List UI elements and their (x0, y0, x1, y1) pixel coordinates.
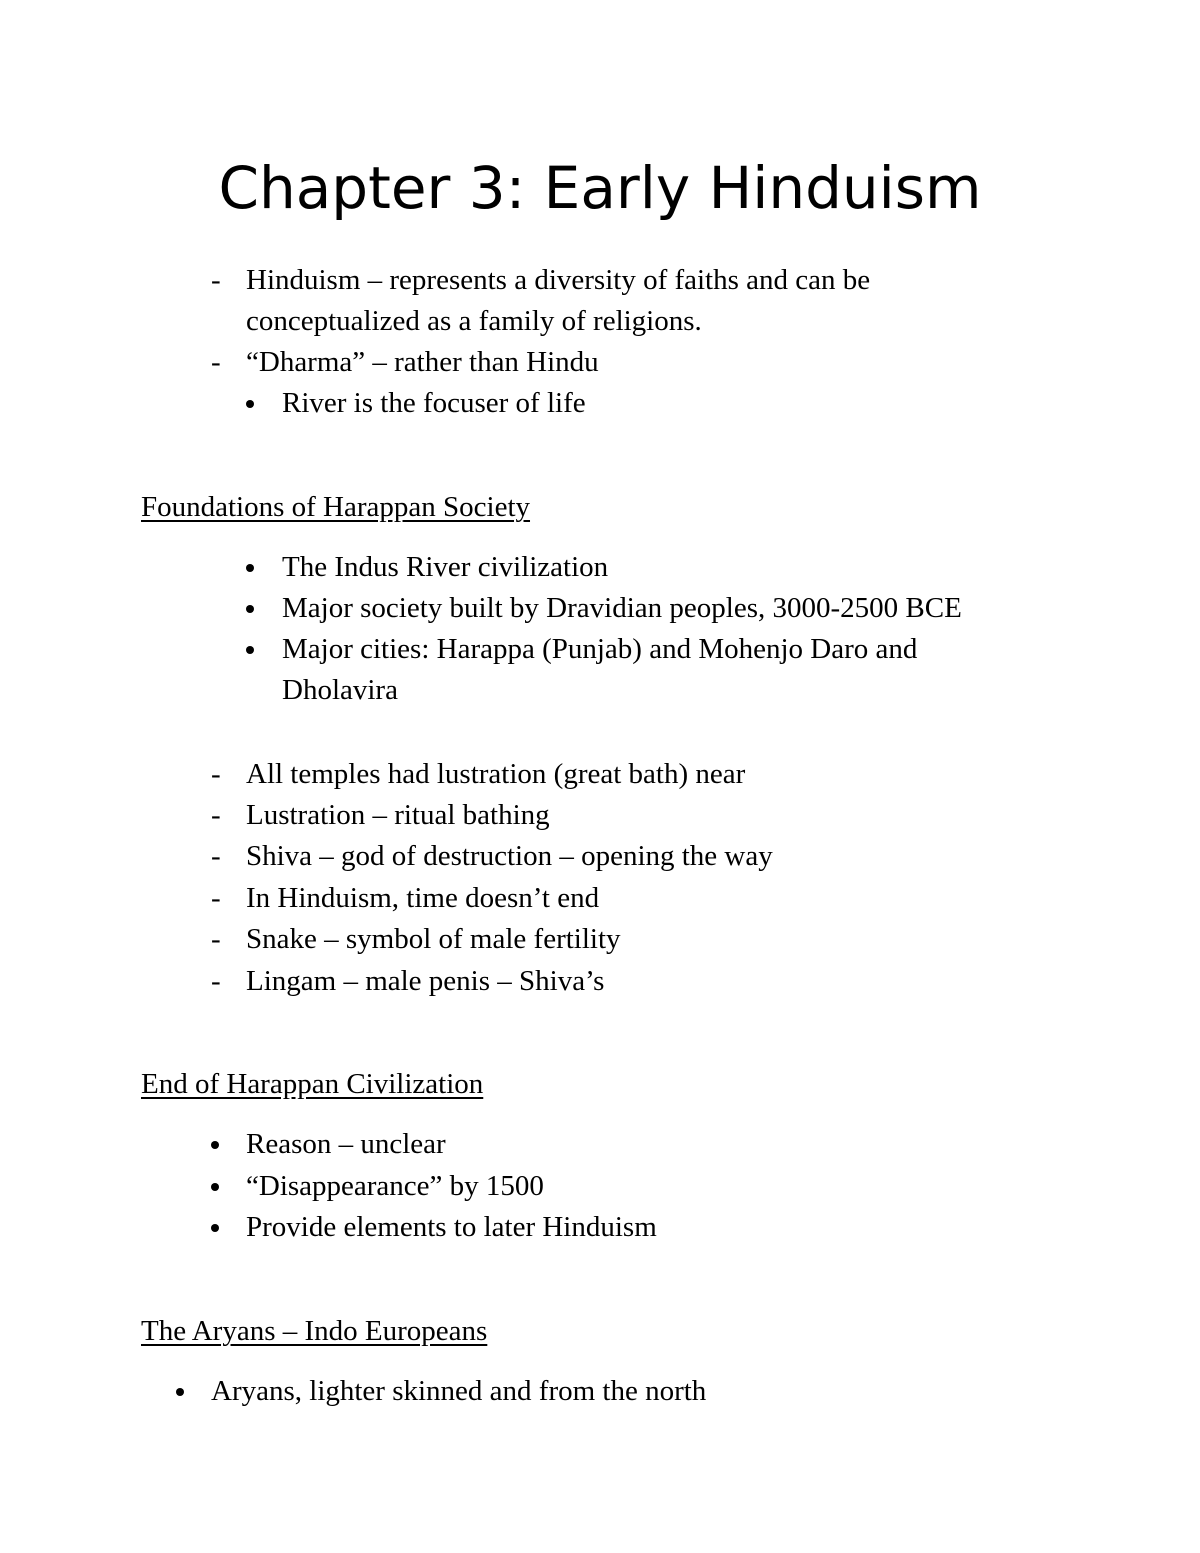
dash-marker: - (211, 965, 221, 997)
harappan-bullet-1: The Indus River civilization (282, 551, 609, 583)
dash-marker: - (211, 882, 221, 914)
end-bullet-2: “Disappearance” by 1500 (246, 1170, 544, 1202)
harappan-dash-item-4: In Hinduism, time doesn’t end (246, 882, 600, 914)
bullet-icon (211, 1183, 219, 1191)
intro-dash-item-2: “Dharma” – rather than Hindu (246, 346, 599, 378)
harappan-bullet-3-line-2: Dholavira (282, 674, 398, 706)
harappan-dash-item-1: All temples had lustration (great bath) near (246, 758, 746, 790)
dash-marker: - (211, 840, 221, 872)
harappan-dash-item-5: Snake – symbol of male fertility (246, 923, 621, 955)
aryans-bullet-1: Aryans, lighter skinned and from the north (211, 1375, 707, 1407)
end-bullet-1: Reason – unclear (246, 1128, 446, 1160)
intro-bullet-item-1: River is the focuser of life (282, 387, 586, 419)
harappan-dash-item-2: Lustration – ritual bathing (246, 799, 550, 831)
harappan-bullet-2: Major society built by Dravidian peoples, 3000-2500 BCE (282, 592, 962, 624)
bullet-icon (176, 1388, 184, 1396)
bullet-icon (246, 605, 254, 613)
harappan-dash-item-6: Lingam – male penis – Shiva’s (246, 965, 605, 997)
intro-dash-item-1-line-2: conceptualized as a family of religions. (246, 305, 702, 337)
bullet-icon (246, 646, 254, 654)
end-bullet-3: Provide elements to later Hinduism (246, 1211, 657, 1243)
dash-marker: - (211, 923, 221, 955)
bullet-icon (211, 1141, 219, 1149)
harappan-bullet-3-line-1: Major cities: Harappa (Punjab) and Mohenjo Daro and (282, 633, 918, 665)
bullet-icon (246, 564, 254, 572)
intro-dash-item-1-line-1: Hinduism – represents a diversity of faiths and can be (246, 264, 871, 296)
section-heading-aryans: The Aryans – Indo Europeans (141, 1315, 488, 1347)
dash-marker: - (211, 799, 221, 831)
bullet-icon (211, 1224, 219, 1232)
dash-marker: - (211, 264, 221, 296)
section-heading-end: End of Harappan Civilization (141, 1068, 484, 1100)
dash-marker: - (211, 758, 221, 790)
page-title: Chapter 3: Early Hinduism (218, 154, 982, 222)
harappan-dash-item-3: Shiva – god of destruction – opening the way (246, 840, 773, 872)
section-heading-harappan: Foundations of Harappan Society (141, 491, 531, 523)
bullet-icon (246, 400, 254, 408)
dash-marker: - (211, 346, 221, 378)
